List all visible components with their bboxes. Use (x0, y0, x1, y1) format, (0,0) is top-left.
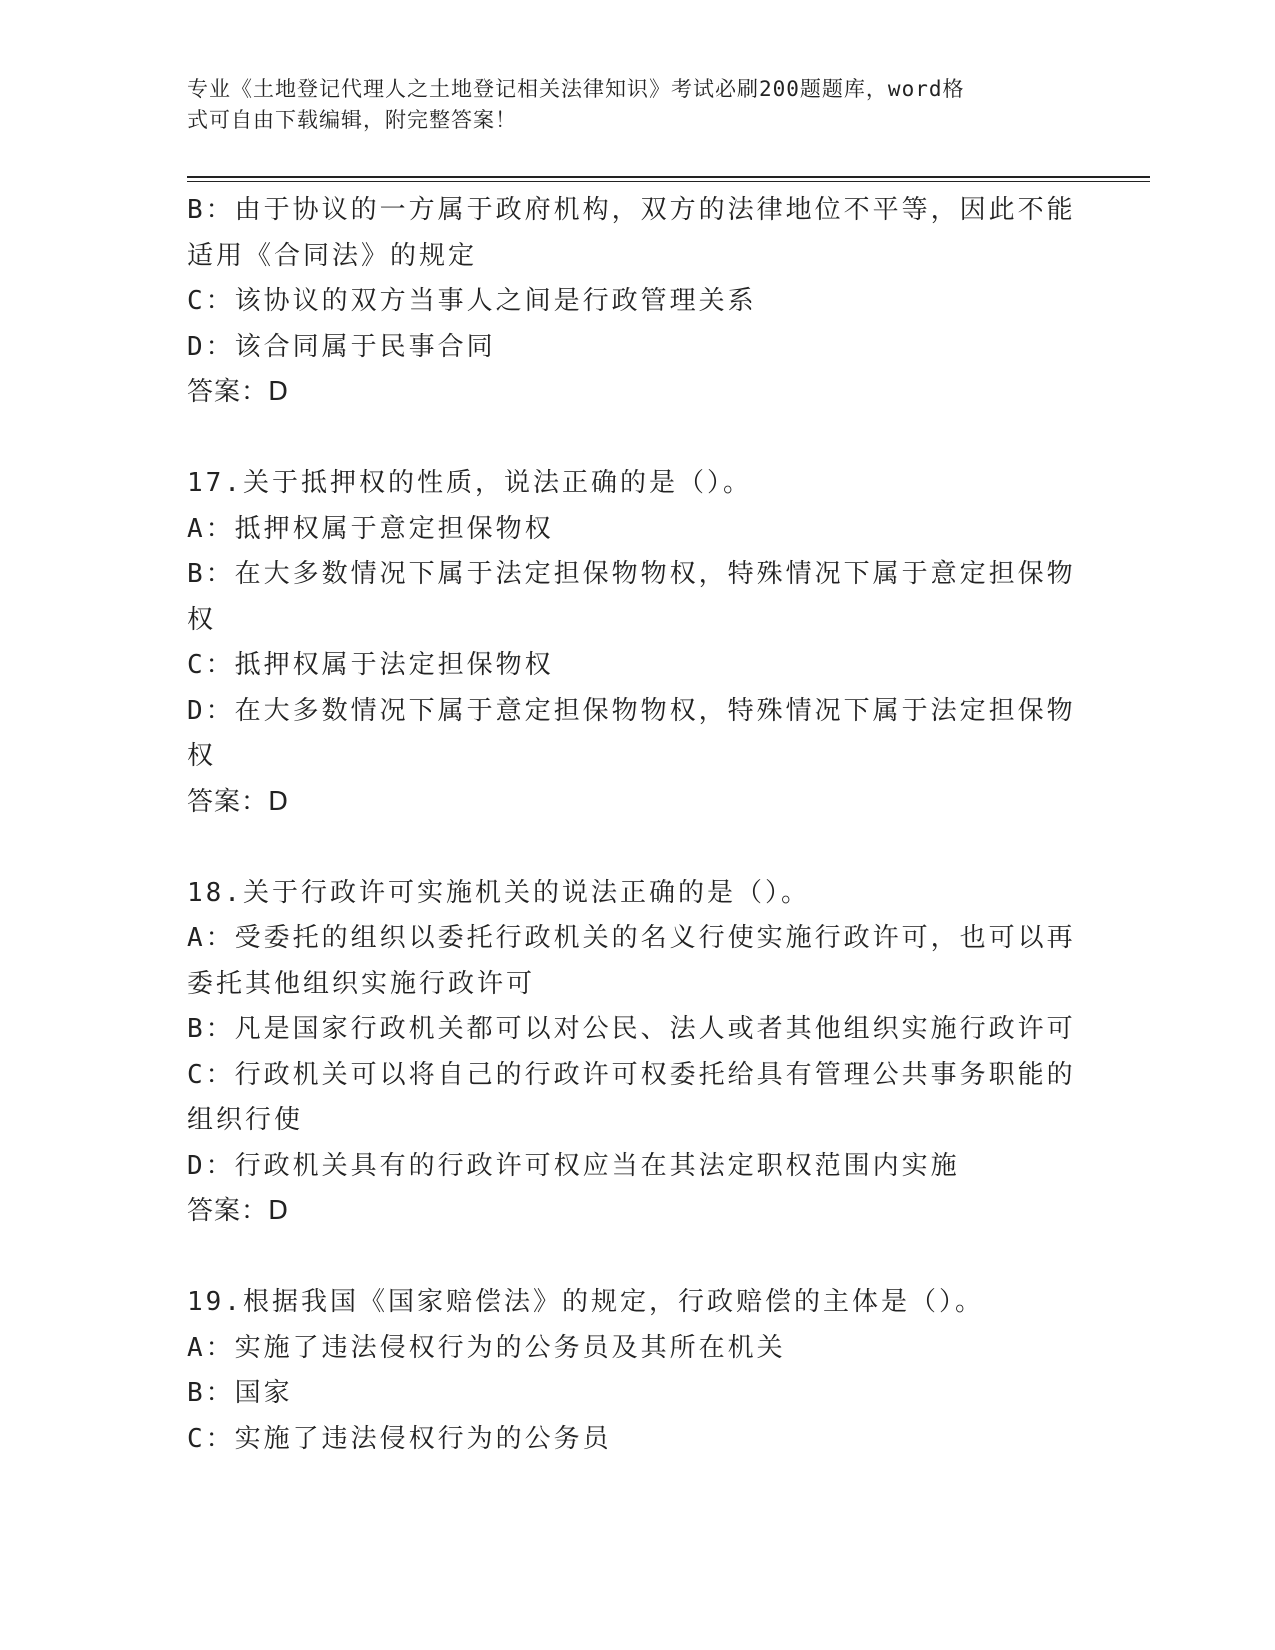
continuation-line: 权 (187, 741, 217, 771)
option-line: B：国家 (187, 1378, 293, 1408)
continuation-line: 组织行使 (187, 1105, 304, 1135)
option-line: B：凡是国家行政机关都可以对公民、法人或者其他组织实施行政许可 (187, 1014, 1076, 1044)
header-line-1: 专业《土地登记代理人之土地登记相关法律知识》考试必刷200题题库，word格 (187, 77, 965, 101)
question-stem: 18.关于行政许可实施机关的说法正确的是（）。 (187, 877, 810, 908)
blank-line (187, 416, 1067, 462)
option-line: C：该协议的双方当事人之间是行政管理关系 (187, 286, 757, 316)
continuation-line: 委托其他组织实施行政许可 (187, 968, 536, 999)
option-line: C：抵押权属于法定担保物权 (187, 650, 554, 680)
blank-line (187, 1235, 1067, 1281)
option-line: C：实施了违法侵权行为的公务员 (187, 1423, 612, 1454)
option-line: D：在大多数情况下属于意定担保物物权，特殊情况下属于法定担保物 (187, 695, 1076, 726)
option-line: C：行政机关可以将自己的行政许可权委托给具有管理公共事务职能的 (187, 1059, 1076, 1090)
blank-line (187, 825, 1067, 871)
option-line: B：由于协议的一方属于政府机构，双方的法律地位不平等，因此不能 (187, 195, 1076, 225)
option-line: D：该合同属于民事合同 (187, 331, 496, 362)
answer-line: 答案：D (187, 1196, 290, 1226)
option-line: B：在大多数情况下属于法定担保物物权，特殊情况下属于意定担保物 (187, 559, 1076, 589)
document-header (187, 74, 1067, 136)
continuation-line: 权 (187, 604, 217, 635)
answer-line: 答案：D (187, 377, 290, 407)
header-line-2: 式可自由下载编辑，附完整答案！ (187, 108, 517, 132)
question-stem: 17.关于抵押权的性质，说法正确的是（）。 (187, 468, 752, 498)
option-line: A：抵押权属于意定担保物权 (187, 513, 554, 544)
option-line: A：受委托的组织以委托行政机关的名义行使实施行政许可，也可以再 (187, 923, 1076, 953)
question-list (187, 188, 1076, 1462)
option-line: A：实施了违法侵权行为的公务员及其所在机关 (187, 1332, 786, 1363)
question-stem: 19.根据我国《国家赔偿法》的规定，行政赔偿的主体是（）。 (187, 1287, 984, 1317)
header-rule-thin (187, 181, 1150, 182)
option-line: D：行政机关具有的行政许可权应当在其法定职权范围内实施 (187, 1150, 960, 1181)
continuation-line: 适用《合同法》的规定 (187, 240, 478, 271)
header-rule-thick (187, 176, 1150, 178)
answer-line: 答案：D (187, 786, 290, 817)
